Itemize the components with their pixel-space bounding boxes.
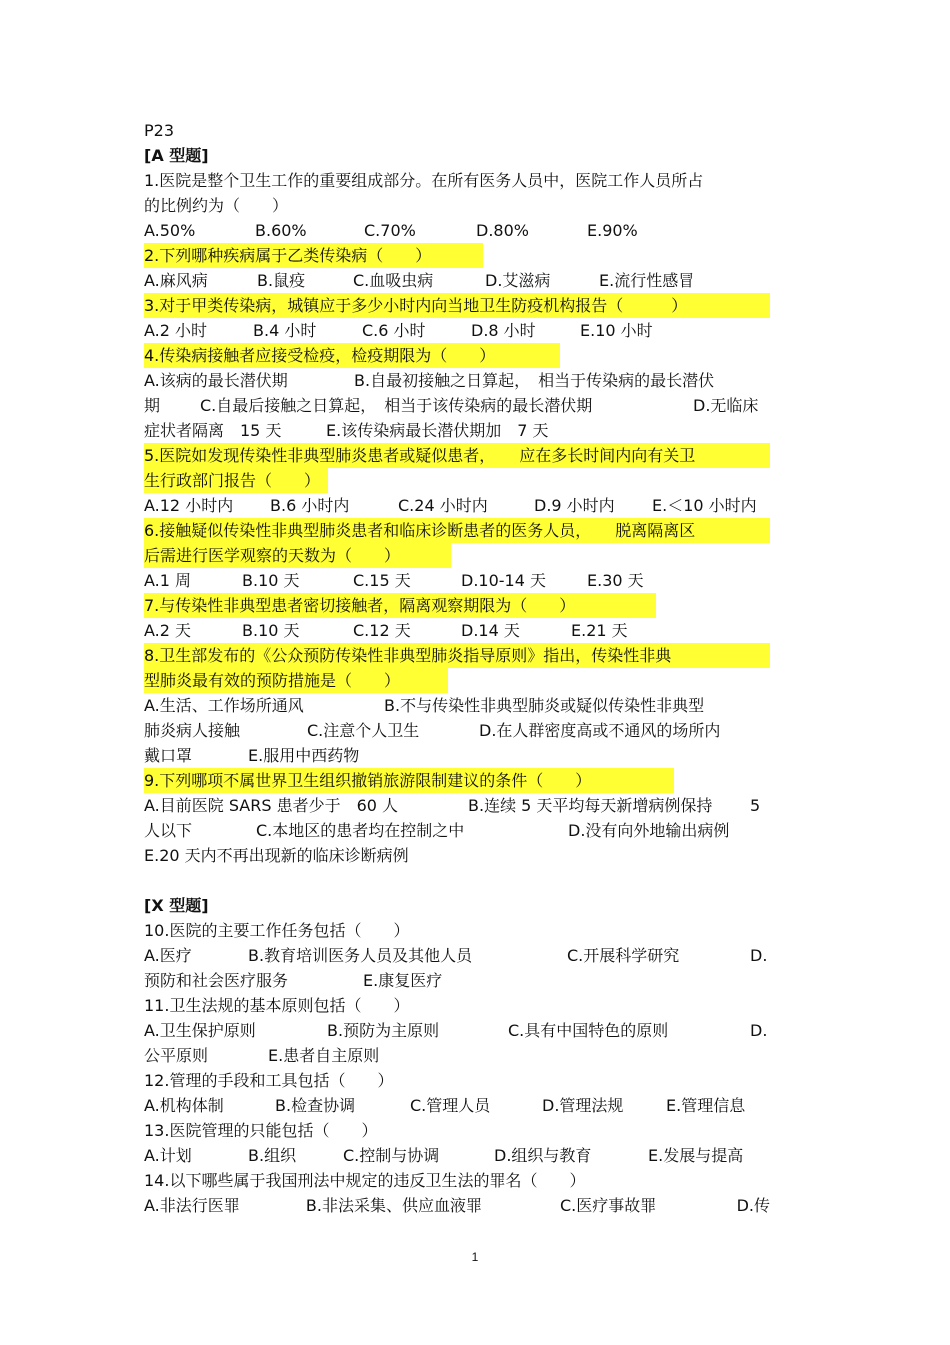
option: C.控制与协调 — [343, 1146, 440, 1165]
option: C.管理人员 — [410, 1096, 491, 1115]
option-continued: 预防和社会医疗服务 — [144, 971, 289, 990]
option-continued: 5 — [750, 796, 761, 815]
option: E.流行性感冒 — [599, 271, 695, 290]
q10-options-line2 — [144, 968, 770, 993]
page-label: P23 — [144, 121, 175, 140]
option: C.本地区的患者均在控制之中 — [256, 821, 465, 840]
option: D.9 小时内 — [534, 496, 615, 515]
option: A.卫生保护原则 — [144, 1021, 256, 1040]
option: E.服用中西药物 — [248, 746, 360, 765]
q8-question-line2: 型肺炎最有效的预防措施是（ ） — [144, 668, 448, 693]
q7-question: 7.与传染性非典型患者密切接触者，隔离观察期限为（ ） — [144, 593, 656, 618]
option: D.10-14 天 — [461, 571, 546, 590]
q5-question-line1: 5.医院如发现传染性非典型肺炎患者或疑似患者， 应在多长时间内向有关卫 — [144, 443, 770, 468]
option: D.在人群密度高或不通风的场所内 — [479, 721, 721, 740]
option-continued: 戴口罩 — [144, 746, 193, 765]
option: A.该病的最长潜伏期 — [144, 371, 288, 390]
page-number: 1 — [471, 1250, 479, 1264]
option: D.无临床 — [693, 396, 759, 415]
option: C.医疗事故罪 — [559, 1196, 657, 1215]
option: B.自最初接触之日算起， 相当于传染病的最长潜伏 — [354, 371, 715, 390]
option: A.医疗 — [144, 946, 192, 965]
q12-options — [144, 1093, 770, 1118]
option: C.15 天 — [353, 571, 411, 590]
q13-question: 13.医院管理的只能包括（ ） — [144, 1121, 378, 1140]
q8-options-line2 — [144, 718, 770, 743]
option: B.组织 — [248, 1146, 297, 1165]
q10-question: 10.医院的主要工作任务包括（ ） — [144, 921, 410, 940]
option: A.2 小时 — [144, 321, 208, 340]
option: A.非法行医罪 — [144, 1196, 240, 1215]
q4-question: 4.传染病接触者应接受检疫，检疫期限为（ ） — [144, 343, 560, 368]
q9-options-line3: E.20 天内不再出现新的临床诊断病例 — [144, 846, 409, 865]
option: D. — [750, 1021, 768, 1040]
option-continued: 公平原则 — [144, 1046, 209, 1065]
option: A.计划 — [144, 1146, 192, 1165]
option-continued: 人以下 — [144, 821, 193, 840]
option: C.开展科学研究 — [567, 946, 680, 965]
q8-question-line1: 8.卫生部发布的《公众预防传染性非典型肺炎指导原则》指出，传染性非典 — [144, 643, 770, 668]
q5-options — [144, 493, 770, 518]
option: D.80% — [476, 221, 529, 240]
q11-options-line1 — [144, 1018, 770, 1043]
option: A.2 天 — [144, 621, 192, 640]
q5-question-line2: 生行政部门报告（ ） — [144, 468, 328, 493]
q11-options-line2 — [144, 1043, 770, 1068]
option: E.90% — [587, 221, 638, 240]
q2-question: 2.下列哪种疾病属于乙类传染病（ ） — [144, 243, 483, 268]
option: D.没有向外地输出病例 — [568, 821, 730, 840]
option: D.组织与教育 — [494, 1146, 592, 1165]
option: A.50% — [144, 221, 196, 240]
option: A.目前医院 SARS 患者少于 60 人 — [144, 796, 399, 815]
option: E.患者自主原则 — [268, 1046, 380, 1065]
option: D.管理法规 — [542, 1096, 624, 1115]
option: B.鼠疫 — [257, 271, 306, 290]
q6-options — [144, 568, 770, 593]
q14-options-line1 — [144, 1193, 770, 1218]
option: E.该传染病最长潜伏期加 7 天 — [326, 421, 549, 440]
option: B.60% — [255, 221, 307, 240]
q6-question-line2: 后需进行医学观察的天数为（ ） — [144, 543, 451, 568]
q1-options — [144, 218, 770, 243]
option: D.传 — [736, 1196, 770, 1215]
option: C.注意个人卫生 — [307, 721, 420, 740]
option: A.生活、工作场所通风 — [144, 696, 304, 715]
option: E.＜10 小时内 — [652, 496, 757, 515]
q6-question-line1: 6.接触疑似传染性非典型肺炎患者和临床诊断患者的医务人员， 脱离隔离区 — [144, 518, 770, 543]
option: C.6 小时 — [362, 321, 426, 340]
q3-question: 3.对于甲类传染病，城镇应于多少小时内向当地卫生防疫机构报告（ ） — [144, 293, 770, 318]
option: E.发展与提高 — [648, 1146, 744, 1165]
option: D. — [750, 946, 768, 965]
option: A.机构体制 — [144, 1096, 224, 1115]
option: C.70% — [364, 221, 416, 240]
q10-options-line1 — [144, 943, 770, 968]
option: A.1 周 — [144, 571, 192, 590]
option-continued: 期 — [144, 396, 161, 415]
option: B.不与传染性非典型肺炎或疑似传染性非典型 — [384, 696, 705, 715]
option: B.检查协调 — [275, 1096, 356, 1115]
q2-options — [144, 268, 770, 293]
q3-options — [144, 318, 770, 343]
q14-question: 14.以下哪些属于我国刑法中规定的违反卫生法的罪名（ ） — [144, 1171, 586, 1190]
option: B.10 天 — [242, 621, 300, 640]
q1-line2: 的比例约为（ ） — [144, 196, 289, 215]
q9-options-line2 — [144, 818, 770, 843]
option: C.12 天 — [353, 621, 411, 640]
q4-options-line2 — [144, 393, 770, 418]
option: D.艾滋病 — [485, 271, 551, 290]
section-x-heading: [X 型题] — [144, 896, 209, 915]
option: E.21 天 — [571, 621, 628, 640]
option-continued: 肺炎病人接触 — [144, 721, 241, 740]
q7-options — [144, 618, 770, 643]
option: B.非法采集、供应血液罪 — [305, 1196, 482, 1215]
option: E.10 小时 — [580, 321, 653, 340]
option: B.6 小时内 — [270, 496, 350, 515]
option-continued: 症状者隔离 15 天 — [144, 421, 282, 440]
option: B.连续 5 天平均每天新增病例保持 — [468, 796, 713, 815]
option: D.8 小时 — [471, 321, 536, 340]
q12-question: 12.管理的手段和工具包括（ ） — [144, 1071, 394, 1090]
option: A.麻风病 — [144, 271, 208, 290]
q8-options-line1 — [144, 693, 770, 718]
option: C.血吸虫病 — [353, 271, 434, 290]
q8-options-line3 — [144, 743, 770, 768]
option: B.预防为主原则 — [327, 1021, 440, 1040]
q4-options-line3 — [144, 418, 770, 443]
q9-options-line1 — [144, 793, 770, 818]
option: A.12 小时内 — [144, 496, 234, 515]
section-a-heading: [A 型题] — [144, 146, 209, 165]
q1-line1: 1.医院是整个卫生工作的重要组成部分。在所有医务人员中，医院工作人员所占 — [144, 171, 704, 190]
q11-question: 11.卫生法规的基本原则包括（ ） — [144, 996, 410, 1015]
option: E.管理信息 — [666, 1096, 746, 1115]
option: B.教育培训医务人员及其他人员 — [248, 946, 473, 965]
q9-question: 9.下列哪项不属世界卫生组织撤销旅游限制建议的条件（ ） — [144, 768, 674, 793]
q4-options-line1 — [144, 368, 770, 393]
option: C.自最后接触之日算起， 相当于该传染病的最长潜伏期 — [200, 396, 593, 415]
option: D.14 天 — [461, 621, 520, 640]
option: E.康复医疗 — [363, 971, 443, 990]
option: E.30 天 — [587, 571, 644, 590]
option: C.具有中国特色的原则 — [508, 1021, 669, 1040]
option: B.10 天 — [242, 571, 300, 590]
option: B.4 小时 — [253, 321, 317, 340]
option: C.24 小时内 — [398, 496, 488, 515]
document-page — [144, 118, 770, 1218]
q13-options — [144, 1143, 770, 1168]
